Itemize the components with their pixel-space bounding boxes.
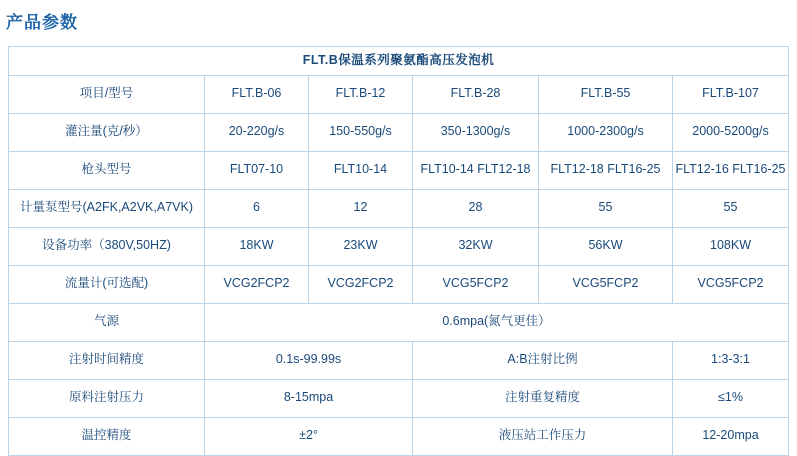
row-label: 温控精度: [9, 417, 205, 455]
row-cell: 56KW: [539, 227, 673, 265]
table-row: [9, 189, 789, 227]
row-cell: VCG2FCP2: [205, 265, 309, 303]
row-cell: 8-15mpa: [205, 379, 413, 417]
row-cell: 1:3-3:1: [673, 341, 789, 379]
table-row: [9, 227, 789, 265]
row-cell: ≤1%: [673, 379, 789, 417]
header-model-4: FLT.B-55: [539, 75, 673, 113]
table-row: [9, 151, 789, 189]
row-label: 枪头型号: [9, 151, 205, 189]
row-cell: 20-220g/s: [205, 113, 309, 151]
header-model-5: FLT.B-107: [673, 75, 789, 113]
row-label: 注射时间精度: [9, 341, 205, 379]
row-cell: 32KW: [413, 227, 539, 265]
row-label: 设备功率（380V,50HZ): [9, 227, 205, 265]
row-cell: FLT10-14: [309, 151, 413, 189]
row-cell: 55: [673, 189, 789, 227]
table-header-row: [9, 75, 789, 113]
row-cell: 0.1s-99.99s: [205, 341, 413, 379]
table-row: [9, 417, 789, 455]
row-cell: 55: [539, 189, 673, 227]
spec-table: [8, 46, 789, 456]
row-label: 流量计(可选配): [9, 265, 205, 303]
row-cell: 12: [309, 189, 413, 227]
row-cell: 23KW: [309, 227, 413, 265]
table-title-row: [9, 47, 789, 76]
row-label: 气源: [9, 303, 205, 341]
row-cell: ±2°: [205, 417, 413, 455]
row-cell: 1000-2300g/s: [539, 113, 673, 151]
table-row-air: [9, 303, 789, 341]
table-row: [9, 265, 789, 303]
row-cell: VCG5FCP2: [673, 265, 789, 303]
row-cell: FLT12-16 FLT16-25: [673, 151, 789, 189]
row-cell: FLT10-14 FLT12-18: [413, 151, 539, 189]
row-label-secondary: 液压站工作压力: [413, 417, 673, 455]
table-row: [9, 341, 789, 379]
row-cell: 0.6mpa(氮气更佳）: [205, 303, 789, 341]
row-cell: VCG5FCP2: [413, 265, 539, 303]
header-model-3: FLT.B-28: [413, 75, 539, 113]
header-label: 项目/型号: [9, 75, 205, 113]
row-cell: 28: [413, 189, 539, 227]
row-label-secondary: 注射重复精度: [413, 379, 673, 417]
header-model-1: FLT.B-06: [205, 75, 309, 113]
row-cell: 6: [205, 189, 309, 227]
row-label: 灌注量(克/秒）: [9, 113, 205, 151]
table-row: [9, 379, 789, 417]
row-cell: 2000-5200g/s: [673, 113, 789, 151]
table-row: [9, 113, 789, 151]
row-cell: 150-550g/s: [309, 113, 413, 151]
row-cell: VCG5FCP2: [539, 265, 673, 303]
row-cell: 18KW: [205, 227, 309, 265]
row-label-secondary: A:B注射比例: [413, 341, 673, 379]
row-cell: FLT07-10: [205, 151, 309, 189]
page-title: 产品参数: [6, 13, 78, 32]
row-cell: VCG2FCP2: [309, 265, 413, 303]
header-model-2: FLT.B-12: [309, 75, 413, 113]
row-label: 计量泵型号(A2FK,A2VK,A7VK): [9, 189, 205, 227]
row-cell: FLT12-18 FLT16-25: [539, 151, 673, 189]
row-label: 原料注射压力: [9, 379, 205, 417]
row-cell: 108KW: [673, 227, 789, 265]
row-cell: 12-20mpa: [673, 417, 789, 455]
spec-table-wrapper: [8, 46, 788, 456]
table-title: FLT.B保温系列聚氨酯高压发泡机: [9, 47, 789, 76]
row-cell: 350-1300g/s: [413, 113, 539, 151]
